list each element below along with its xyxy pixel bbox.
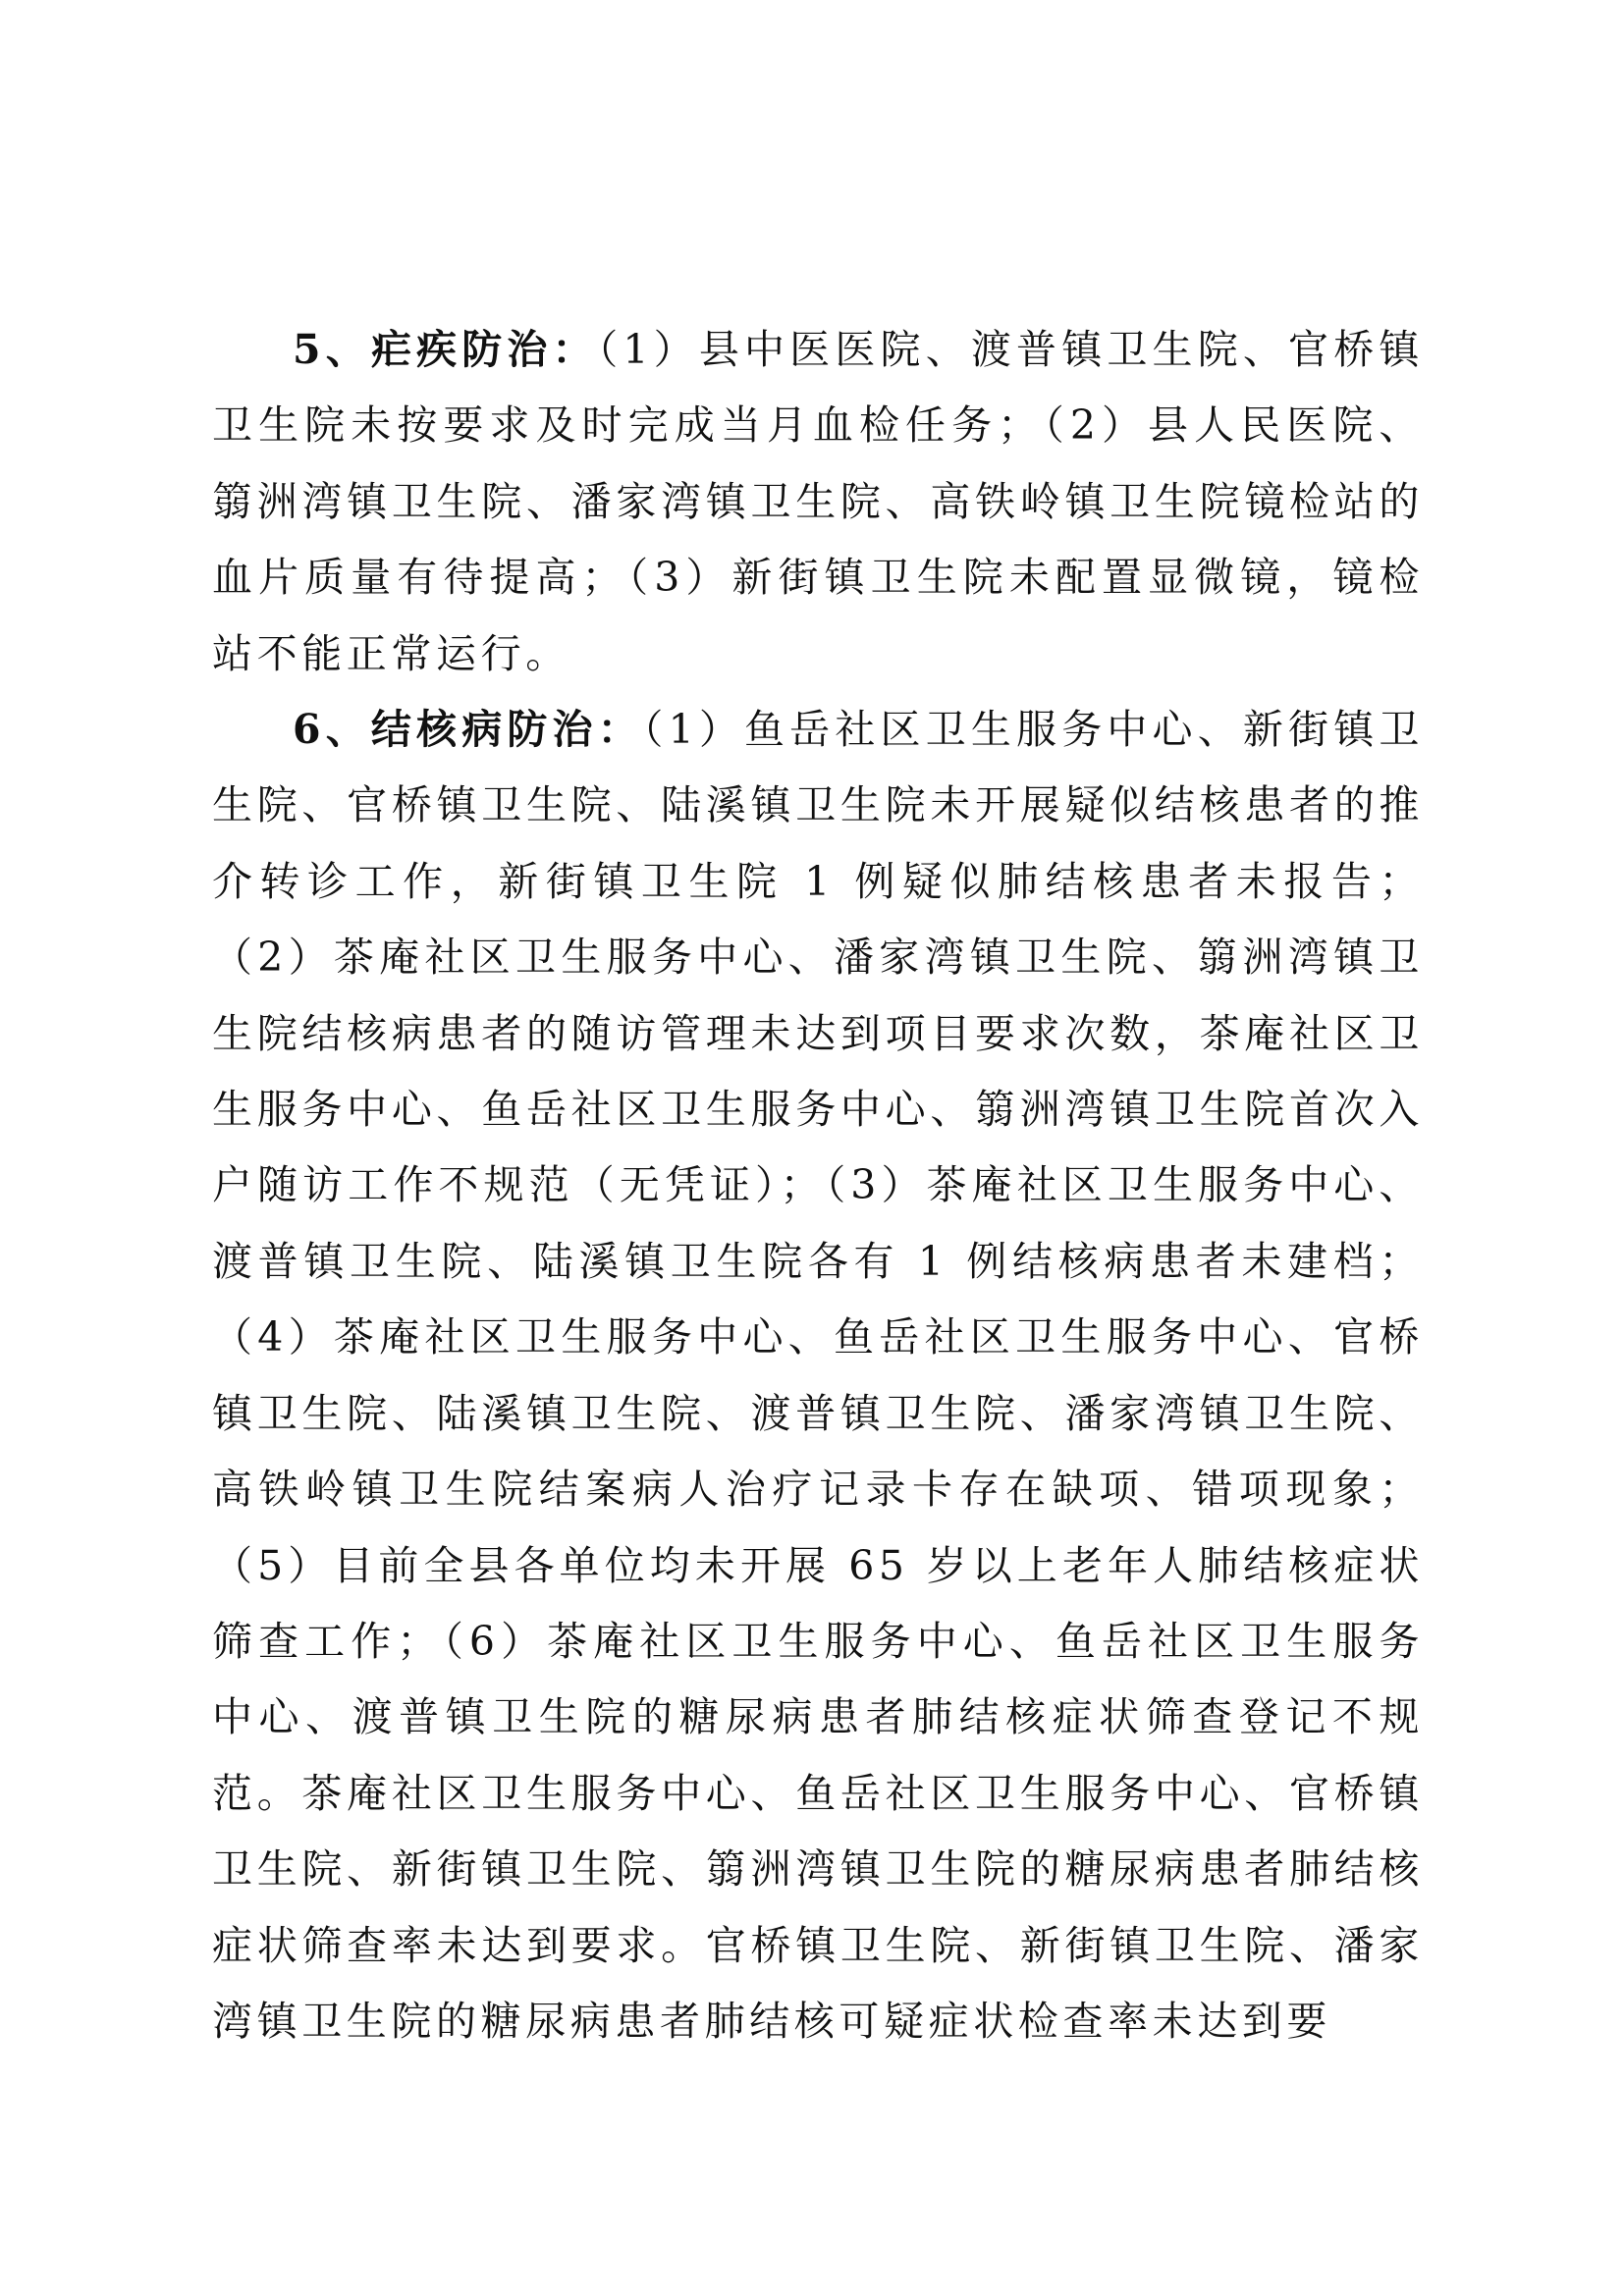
section-tuberculosis: [212, 692, 1424, 2059]
section-text: （1）县中医医院、渡普镇卫生院、官桥镇卫生院未按要求及时完成当月血检任务；（2）县人民医院、篛洲湾镇卫生院、潘家湾镇卫生院、高铁岭镇卫生院镜检站的血片质量有待提高；（3）新街镇卫生院未配置显微镜，镜检站不能正常运行。: [212, 326, 1425, 677]
section-malaria: [212, 312, 1424, 692]
section-heading: 5、疟疾防治：: [293, 326, 598, 373]
section-heading: 6、结核病防治：: [293, 706, 643, 754]
section-text: （1）鱼岳社区卫生服务中心、新街镇卫生院、官桥镇卫生院、陆溪镇卫生院未开展疑似结核患者的推介转诊工作，新街镇卫生院 1 例疑似肺结核患者未报告；（2）茶庵社区卫生服务中心、潘家湾镇卫生院、篛洲湾镇卫生院结核病患者的随访管理未达到项目要求次数，茶庵社区卫生服务中心、鱼岳社区卫生服务中心、篛洲湾镇卫生院首次入户随访工作不规范（无凭证）；（3）茶庵社区卫生服务中心、渡普镇卫生院、陆溪镇卫生院各有 1 例结核病患者未建档；（4）茶庵社区卫生服务中心、鱼岳社区卫生服务中心、官桥镇卫生院、陆溪镇卫生院、渡普镇卫生院、潘家湾镇卫生院、高铁岭镇卫生院结案病人治疗记录卡存在缺项、错项现象；（5）目前全县各单位均未开展 65 岁以上老年人肺结核症状筛查工作；（6）茶庵社区卫生服务中心、鱼岳社区卫生服务中心、渡普镇卫生院的糖尿病患者肺结核症状筛查登记不规范。茶庵社区卫生服务中心、鱼岳社区卫生服务中心、官桥镇卫生院、新街镇卫生院、篛洲湾镇卫生院的糖尿病患者肺结核症状筛查率未达到要求。官桥镇卫生院、新街镇卫生院、潘家湾镇卫生院的糖尿病患者肺结核可疑症状检查率未达到要: [212, 706, 1425, 2045]
document-body: [212, 312, 1424, 2059]
